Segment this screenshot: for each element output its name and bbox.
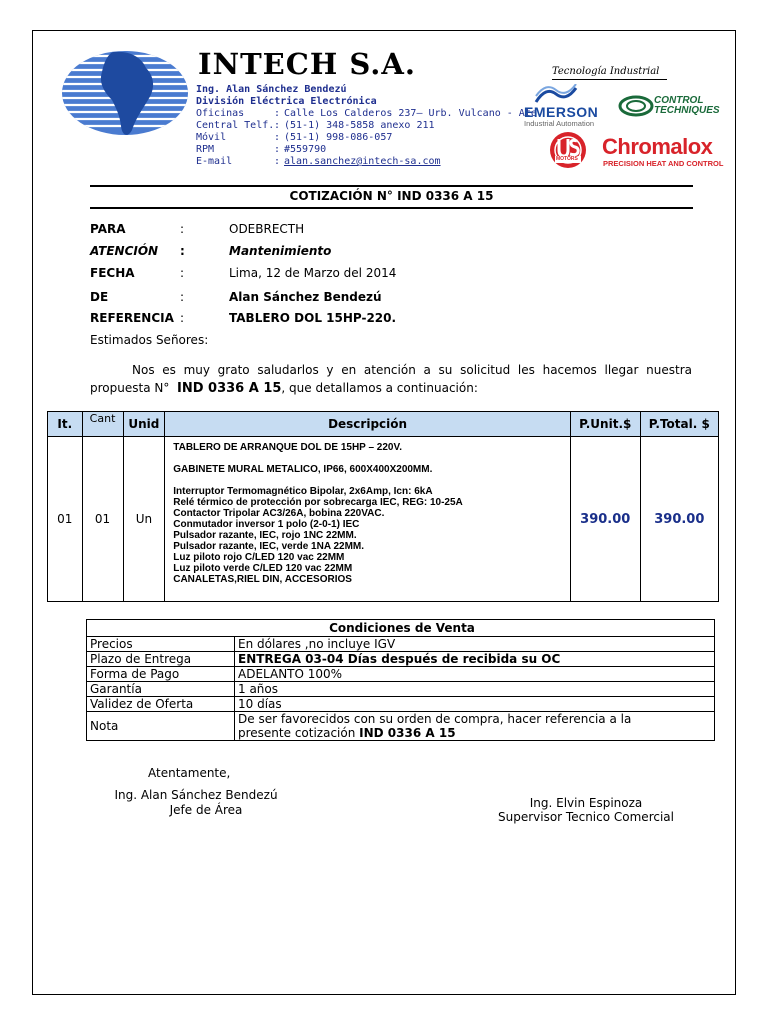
field-label-de: DE [90, 290, 109, 304]
table-row [87, 682, 715, 697]
signer2-name: Ing. Elvin Espinoza [529, 796, 643, 810]
intro-line-2 [90, 381, 478, 396]
header-qty: Cant [82, 412, 123, 437]
contact-label-email: E-mail [196, 156, 233, 167]
conditions-table [86, 619, 715, 741]
nota-line-2 [238, 726, 714, 740]
cond-label: Validez de Oferta [87, 697, 235, 712]
cell-total-price: 390.00 [640, 437, 718, 602]
control-techniques-logo-icon [618, 95, 654, 117]
cell-item: 01 [48, 437, 83, 602]
intro-line-1: Nos es muy grato saludarlos y en atención a su solicitud les hacemos llegar nuestra [132, 363, 692, 377]
chromalox-subtitle: PRECISION HEAT AND CONTROL [603, 159, 724, 168]
table-row [48, 437, 719, 602]
contact-value-mobile: (51-1) 998-086-057 [284, 132, 393, 143]
desc-spacer [173, 475, 564, 486]
cell-description [165, 437, 571, 602]
field-value-atencion: Mantenimiento [229, 244, 332, 258]
cond-label: Garantía [87, 682, 235, 697]
desc-line: TABLERO DE ARRANQUE DOL DE 15HP – 220V. [173, 442, 402, 453]
quote-title: COTIZACIÓN N° IND 0336 A 15 [289, 189, 494, 203]
field-value-referencia: TABLERO DOL 15HP-220. [229, 311, 397, 325]
nota-pre: presente cotización [238, 726, 356, 740]
desc-line: Pulsador razante, IEC, verde 1NA 22MM. [173, 541, 365, 552]
engineer-name: Ing. Alan Sánchez Bendezú [196, 84, 347, 95]
emerson-logo-text: EMERSON [524, 104, 599, 120]
email-link[interactable]: alan.sanchez@intech-sa.com [284, 156, 441, 167]
cell-unit: Un [123, 437, 165, 602]
desc-line: Luz piloto verde C/LED 120 vac 22MM [173, 563, 353, 574]
cond-value [235, 712, 715, 741]
intro-post: , que detallamos a continuación: [281, 381, 478, 395]
cond-value: ADELANTO 100% [235, 667, 715, 682]
title-rule-top [90, 185, 693, 187]
items-header-row [48, 412, 719, 437]
conditions-title: Condiciones de Venta [87, 620, 715, 637]
contact-label-mobile: Móvil [196, 132, 227, 143]
field-colon: : [180, 266, 185, 280]
control-techniques-logo [654, 96, 720, 116]
intech-globe-logo [58, 38, 193, 148]
nota-reference: IND 0336 A 15 [359, 726, 456, 740]
desc-line: Conmutador inversor 1 polo (2-0-1) IEC [173, 519, 360, 530]
field-value-para: ODEBRECTH [229, 222, 305, 236]
intro-reference: IND 0336 A 15 [176, 381, 282, 396]
field-colon: : [180, 222, 185, 236]
field-colon: : [180, 311, 185, 325]
cond-label: Forma de Pago [87, 667, 235, 682]
table-row [87, 667, 715, 682]
cell-qty: 01 [82, 437, 123, 602]
conditions-title-row [87, 620, 715, 637]
desc-line: Relé térmico de protección por sobrecarga IEC, REG: 10-25A [173, 497, 463, 508]
us-motors-logo-icon [545, 130, 591, 170]
contact-label-phone: Central Telf. [196, 120, 275, 131]
header-description: Descripción [165, 412, 571, 437]
cond-value: ENTREGA 03-04 Días después de recibida su OC [235, 652, 715, 667]
cond-value: 1 años [235, 682, 715, 697]
desc-line: Luz piloto rojo C/LED 120 vac 22MM [173, 552, 345, 563]
cell-unit-price: 390.00 [570, 437, 640, 602]
table-row [87, 652, 715, 667]
contact-colon: : [274, 120, 281, 131]
signer1-name: Ing. Alan Sánchez Bendezú [114, 788, 278, 802]
field-label-referencia: REFERENCIA [90, 311, 174, 325]
salutation: Atentamente, [148, 766, 231, 780]
company-name: INTECH S.A. [198, 47, 416, 81]
contact-label-rpm: RPM [196, 144, 215, 155]
contact-value-phone: (51-1) 348-5858 anexo 211 [284, 120, 435, 131]
field-value-de: Alan Sánchez Bendezú [229, 290, 382, 304]
contact-value-office: Calle Los Calderos 237– Urb. Vulcano - Ate [284, 108, 537, 119]
field-colon: : [180, 244, 185, 258]
contact-label-office: Oficinas [196, 108, 245, 119]
contact-colon: : [274, 132, 281, 143]
desc-spacer [173, 453, 564, 464]
contact-colon: : [274, 144, 281, 155]
cond-label: Precios [87, 637, 235, 652]
cond-value: 10 días [235, 697, 715, 712]
intro-pre: propuesta N° [90, 381, 170, 395]
desc-line: GABINETE MURAL METALICO, IP66, 600X400X200MM. [173, 464, 433, 475]
control-techniques-line1: CONTROL [654, 95, 704, 106]
desc-line: CANALETAS,RIEL DIN, ACCESORIOS [173, 574, 352, 585]
control-techniques-line2: TECHNIQUES [654, 105, 720, 116]
greeting: Estimados Señores: [90, 333, 209, 347]
signer2-title: Supervisor Tecnico Comercial [498, 810, 674, 824]
header-unit-price: P.Unit.$ [570, 412, 640, 437]
contact-value-rpm: #559790 [284, 144, 327, 155]
company-tagline: Tecnología Industrial [552, 66, 660, 77]
field-colon: : [180, 290, 185, 304]
items-table [47, 411, 719, 602]
field-label-para: PARA [90, 222, 126, 236]
table-row [87, 712, 715, 741]
signer1-title: Jefe de Área [169, 803, 243, 817]
table-row [87, 637, 715, 652]
desc-line: Interruptor Termomagnético Bipolar, 2x6Amp, Icn: 6kA [173, 486, 433, 497]
nota-line-1: De ser favorecidos con su orden de compra, hacer referencia a la [238, 712, 632, 726]
tagline-rule [552, 79, 667, 80]
field-label-fecha: FECHA [90, 266, 135, 280]
desc-line: Pulsador razante, IEC, rojo 1NC 22MM. [173, 530, 357, 541]
contact-colon: : [274, 108, 281, 119]
table-row [87, 697, 715, 712]
field-label-atencion: ATENCIÓN [90, 244, 159, 258]
chromalox-logo: Chromalox [602, 134, 713, 159]
desc-line: Contactor Tripolar AC3/26A, bobina 220VAC. [173, 508, 385, 519]
header-total-price: P.Total. $ [640, 412, 718, 437]
cond-label: Nota [87, 712, 235, 741]
header-item: It. [48, 412, 83, 437]
emerson-logo-icon [534, 84, 578, 106]
cond-label: Plazo de Entrega [87, 652, 235, 667]
cond-value: En dólares ,no incluye IGV [235, 637, 715, 652]
title-rule-bottom [90, 207, 693, 209]
contact-colon: : [274, 156, 281, 167]
field-value-fecha: Lima, 12 de Marzo del 2014 [229, 266, 397, 280]
us-motors-text: MOTORS [556, 156, 578, 162]
division-name: División Eléctrica Electrónica [196, 96, 377, 107]
emerson-subtitle: Industrial Automation [524, 119, 595, 128]
header-unit: Unid [123, 412, 165, 437]
